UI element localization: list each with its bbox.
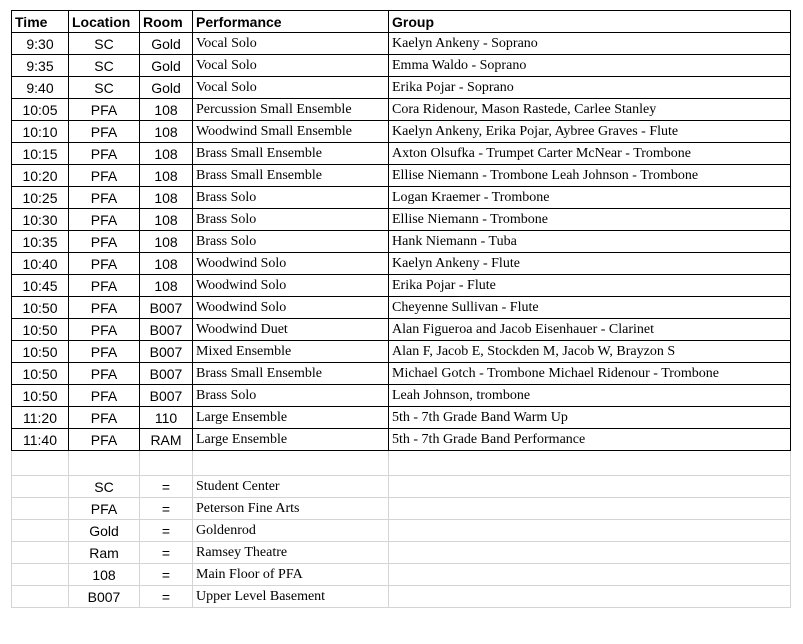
empty-cell[interactable]	[140, 451, 193, 476]
room-cell[interactable]: Gold	[140, 55, 193, 77]
table-row	[12, 99, 791, 121]
group-cell[interactable]: Erika Pojar - Flute	[389, 275, 791, 297]
performance-cell[interactable]: Woodwind Solo	[193, 297, 389, 319]
time-cell[interactable]: 10:30	[12, 209, 69, 231]
group-cell[interactable]: Cheyenne Sullivan - Flute	[389, 297, 791, 319]
room-cell[interactable]: 108	[140, 143, 193, 165]
performance-cell[interactable]: Brass Solo	[193, 187, 389, 209]
performance-cell[interactable]: Brass Solo	[193, 209, 389, 231]
performance-cell[interactable]: Brass Small Ensemble	[193, 363, 389, 385]
group-cell[interactable]: Michael Gotch - Trombone Michael Ridenour - Trombone	[389, 363, 791, 385]
time-cell[interactable]: 10:15	[12, 143, 69, 165]
location-cell[interactable]: SC	[69, 33, 140, 55]
empty-cell[interactable]	[389, 542, 791, 564]
legend-abbr-cell[interactable]: PFA	[69, 498, 140, 520]
location-cell[interactable]: PFA	[69, 275, 140, 297]
group-cell[interactable]: Axton Olsufka - Trumpet Carter McNear - Trombone	[389, 143, 791, 165]
table-row	[12, 187, 791, 209]
location-cell[interactable]: PFA	[69, 253, 140, 275]
group-cell[interactable]: 5th - 7th Grade Band Performance	[389, 429, 791, 451]
empty-cell[interactable]	[389, 498, 791, 520]
table-row	[12, 77, 791, 99]
room-cell[interactable]: B007	[140, 341, 193, 363]
room-cell[interactable]: 108	[140, 187, 193, 209]
location-cell[interactable]: PFA	[69, 231, 140, 253]
time-cell[interactable]: 11:20	[12, 407, 69, 429]
empty-cell[interactable]	[12, 520, 69, 542]
location-cell[interactable]: PFA	[69, 165, 140, 187]
group-header[interactable]: Group	[389, 11, 791, 33]
table-row	[12, 275, 791, 297]
group-cell[interactable]: Ellise Niemann - Trombone	[389, 209, 791, 231]
group-cell[interactable]: Erika Pojar - Soprano	[389, 77, 791, 99]
performance-cell[interactable]: Mixed Ensemble	[193, 341, 389, 363]
performance-cell[interactable]: Vocal Solo	[193, 55, 389, 77]
performance-cell[interactable]: Brass Small Ensemble	[193, 143, 389, 165]
room-cell[interactable]: B007	[140, 319, 193, 341]
room-cell[interactable]: B007	[140, 363, 193, 385]
performance-cell[interactable]: Percussion Small Ensemble	[193, 99, 389, 121]
room-cell[interactable]: B007	[140, 385, 193, 407]
performance-cell[interactable]: Woodwind Small Ensemble	[193, 121, 389, 143]
room-header[interactable]: Room	[140, 11, 193, 33]
table-row	[12, 429, 791, 451]
time-cell[interactable]: 10:25	[12, 187, 69, 209]
group-cell[interactable]: Leah Johnson, trombone	[389, 385, 791, 407]
legend-equals-cell[interactable]: =	[140, 498, 193, 520]
legend-row	[12, 476, 791, 498]
group-cell[interactable]: Alan Figueroa and Jacob Eisenhauer - Clarinet	[389, 319, 791, 341]
table-row	[12, 231, 791, 253]
empty-cell[interactable]	[389, 451, 791, 476]
time-cell[interactable]: 10:35	[12, 231, 69, 253]
room-cell[interactable]: 108	[140, 99, 193, 121]
location-cell[interactable]: PFA	[69, 429, 140, 451]
group-cell[interactable]: Logan Kraemer - Trombone	[389, 187, 791, 209]
time-cell[interactable]: 10:20	[12, 165, 69, 187]
location-cell[interactable]: PFA	[69, 319, 140, 341]
legend-equals-cell[interactable]: =	[140, 476, 193, 498]
location-header[interactable]: Location	[69, 11, 140, 33]
empty-cell[interactable]	[12, 498, 69, 520]
table-row	[12, 253, 791, 275]
legend-meaning-cell[interactable]: Goldenrod	[193, 520, 389, 542]
location-cell[interactable]: PFA	[69, 209, 140, 231]
legend-abbr-cell[interactable]: B007	[69, 586, 140, 608]
header-row	[12, 11, 791, 33]
group-cell[interactable]: 5th - 7th Grade Band Warm Up	[389, 407, 791, 429]
empty-cell[interactable]	[389, 586, 791, 608]
table-row	[12, 165, 791, 187]
legend-equals-cell[interactable]: =	[140, 520, 193, 542]
performance-cell[interactable]: Woodwind Solo	[193, 253, 389, 275]
legend-row	[12, 520, 791, 542]
performance-cell[interactable]: Woodwind Duet	[193, 319, 389, 341]
spacer-row	[12, 451, 791, 476]
legend-meaning-cell[interactable]: Main Floor of PFA	[193, 564, 389, 586]
legend-meaning-cell[interactable]: Ramsey Theatre	[193, 542, 389, 564]
empty-cell[interactable]	[12, 451, 69, 476]
time-cell[interactable]: 10:50	[12, 385, 69, 407]
performance-cell[interactable]: Brass Solo	[193, 385, 389, 407]
performance-cell[interactable]: Vocal Solo	[193, 33, 389, 55]
location-cell[interactable]: PFA	[69, 385, 140, 407]
group-cell[interactable]: Alan F, Jacob E, Stockden M, Jacob W, Brayzon S	[389, 341, 791, 363]
time-header[interactable]: Time	[12, 11, 69, 33]
location-cell[interactable]: PFA	[69, 187, 140, 209]
empty-cell[interactable]	[389, 520, 791, 542]
location-cell[interactable]: SC	[69, 55, 140, 77]
location-cell[interactable]: PFA	[69, 407, 140, 429]
legend-abbr-cell[interactable]: SC	[69, 476, 140, 498]
legend-row	[12, 498, 791, 520]
table-row	[12, 319, 791, 341]
performance-cell[interactable]: Large Ensemble	[193, 429, 389, 451]
table-row	[12, 385, 791, 407]
table-row	[12, 407, 791, 429]
empty-cell[interactable]	[12, 564, 69, 586]
table-row	[12, 121, 791, 143]
performance-cell[interactable]: Woodwind Solo	[193, 275, 389, 297]
location-cell[interactable]: PFA	[69, 341, 140, 363]
room-cell[interactable]: Gold	[140, 33, 193, 55]
room-cell[interactable]: 108	[140, 231, 193, 253]
legend-equals-cell[interactable]: =	[140, 564, 193, 586]
room-cell[interactable]: 108	[140, 209, 193, 231]
performance-cell[interactable]: Brass Solo	[193, 231, 389, 253]
table-row	[12, 143, 791, 165]
time-cell[interactable]: 10:50	[12, 363, 69, 385]
performance-cell[interactable]: Brass Small Ensemble	[193, 165, 389, 187]
table-row	[12, 297, 791, 319]
time-cell[interactable]: 10:45	[12, 275, 69, 297]
room-cell[interactable]: 108	[140, 275, 193, 297]
time-cell[interactable]: 9:40	[12, 77, 69, 99]
legend-row	[12, 586, 791, 608]
group-cell[interactable]: Ellise Niemann - Trombone Leah Johnson - Trombone	[389, 165, 791, 187]
location-cell[interactable]: PFA	[69, 143, 140, 165]
room-cell[interactable]: 108	[140, 165, 193, 187]
performance-cell[interactable]: Vocal Solo	[193, 77, 389, 99]
legend-row	[12, 542, 791, 564]
group-cell[interactable]: Kaelyn Ankeny, Erika Pojar, Aybree Graves - Flute	[389, 121, 791, 143]
room-cell[interactable]: RAM	[140, 429, 193, 451]
location-cell[interactable]: PFA	[69, 99, 140, 121]
table-row	[12, 209, 791, 231]
location-cell[interactable]: SC	[69, 77, 140, 99]
schedule-table	[11, 10, 791, 608]
table-row	[12, 363, 791, 385]
legend-meaning-cell[interactable]: Peterson Fine Arts	[193, 498, 389, 520]
legend-equals-cell[interactable]: =	[140, 542, 193, 564]
legend-row	[12, 564, 791, 586]
performance-cell[interactable]: Large Ensemble	[193, 407, 389, 429]
time-cell[interactable]: 10:50	[12, 297, 69, 319]
empty-cell[interactable]	[12, 586, 69, 608]
time-cell[interactable]: 10:40	[12, 253, 69, 275]
time-cell[interactable]: 10:50	[12, 319, 69, 341]
empty-cell[interactable]	[389, 476, 791, 498]
room-cell[interactable]: 108	[140, 121, 193, 143]
table-row	[12, 33, 791, 55]
room-cell[interactable]: Gold	[140, 77, 193, 99]
room-cell[interactable]: B007	[140, 297, 193, 319]
group-cell[interactable]: Hank Niemann - Tuba	[389, 231, 791, 253]
time-cell[interactable]: 9:35	[12, 55, 69, 77]
performance-header[interactable]: Performance	[193, 11, 389, 33]
empty-cell[interactable]	[12, 476, 69, 498]
time-cell[interactable]: 10:05	[12, 99, 69, 121]
room-cell[interactable]: 108	[140, 253, 193, 275]
table-row	[12, 55, 791, 77]
time-cell[interactable]: 11:40	[12, 429, 69, 451]
legend-abbr-cell[interactable]: 108	[69, 564, 140, 586]
empty-cell[interactable]	[193, 451, 389, 476]
empty-cell[interactable]	[12, 542, 69, 564]
legend-equals-cell[interactable]: =	[140, 586, 193, 608]
legend-meaning-cell[interactable]: Student Center	[193, 476, 389, 498]
time-cell[interactable]: 10:10	[12, 121, 69, 143]
empty-cell[interactable]	[69, 451, 140, 476]
location-cell[interactable]: PFA	[69, 121, 140, 143]
empty-cell[interactable]	[389, 564, 791, 586]
table-row	[12, 341, 791, 363]
room-cell[interactable]: 110	[140, 407, 193, 429]
group-cell[interactable]: Emma Waldo - Soprano	[389, 55, 791, 77]
location-cell[interactable]: PFA	[69, 297, 140, 319]
legend-abbr-cell[interactable]: Ram	[69, 542, 140, 564]
legend-abbr-cell[interactable]: Gold	[69, 520, 140, 542]
location-cell[interactable]: PFA	[69, 363, 140, 385]
group-cell[interactable]: Cora Ridenour, Mason Rastede, Carlee Stanley	[389, 99, 791, 121]
time-cell[interactable]: 10:50	[12, 341, 69, 363]
legend-meaning-cell[interactable]: Upper Level Basement	[193, 586, 389, 608]
time-cell[interactable]: 9:30	[12, 33, 69, 55]
group-cell[interactable]: Kaelyn Ankeny - Soprano	[389, 33, 791, 55]
group-cell[interactable]: Kaelyn Ankeny - Flute	[389, 253, 791, 275]
